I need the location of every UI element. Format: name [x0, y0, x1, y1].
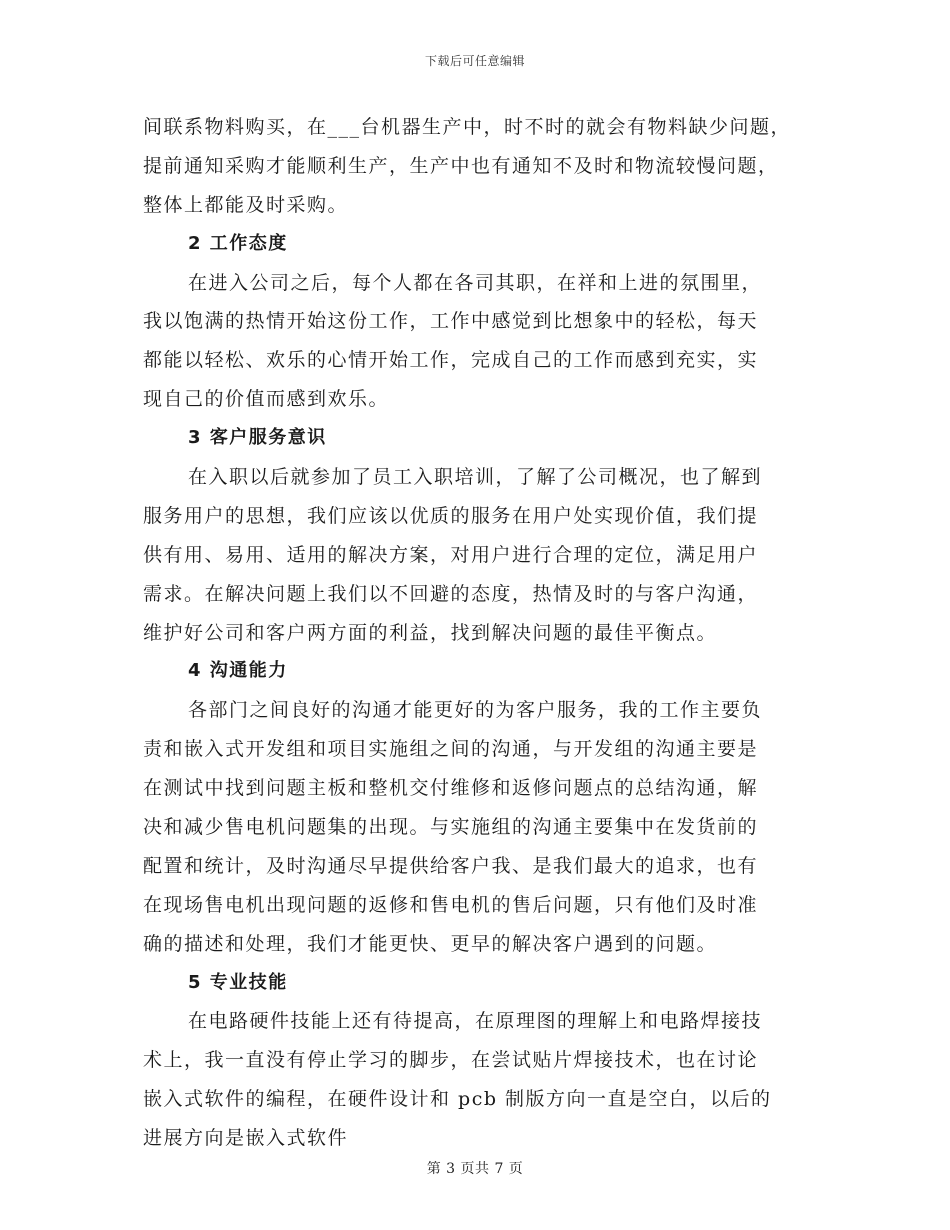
section-heading-professional-skills: 5 专业技能 [188, 971, 288, 993]
paragraph-line: 术上，我一直没有停止学习的脚步，在尝试贴片焊接技术，也在讨论 [143, 1049, 759, 1072]
paragraph-line: 都能以轻松、欢乐的心情开始工作，完成自己的工作而感到充实，实 [143, 349, 759, 372]
page-header: 下载后可任意编辑 [424, 54, 525, 68]
page-footer: 第 3 页共 7 页 [426, 1161, 524, 1177]
paragraph-line: 决和减少售电机问题集的出现。与实施组的沟通主要集中在发货前的 [143, 816, 759, 839]
paragraph-line: 提前通知采购才能顺利生产，生产中也有通知不及时和物流较慢问题， [143, 154, 779, 177]
paragraph-line: 在电路硬件技能上还有待提高，在原理图的理解上和电路焊接技 [188, 1010, 763, 1033]
paragraph-line: 在入职以后就参加了员工入职培训，了解了公司概况，也了解到 [188, 466, 763, 489]
section-heading-work-attitude: 2 工作态度 [188, 232, 288, 254]
paragraph-line: 进展方向是嵌入式软件 [143, 1127, 349, 1150]
paragraph-line: 在现场售电机出现问题的返修和售电机的售后问题，只有他们及时准 [143, 893, 759, 916]
paragraph-line: 整体上都能及时采购。 [143, 193, 349, 216]
paragraph-line: 责和嵌入式开发组和项目实施组之间的沟通，与开发组的沟通主要是 [143, 738, 759, 761]
paragraph-line: 嵌入式软件的编程，在硬件设计和 pcb 制版方向一直是空白，以后的 [143, 1088, 772, 1111]
paragraph-line: 维护好公司和客户两方面的利益，找到解决问题的最佳平衡点。 [143, 621, 718, 644]
section-heading-customer-service: 3 客户服务意识 [188, 427, 327, 449]
paragraph-line: 服务用户的思想，我们应该以优质的服务在用户处实现价值，我们提 [143, 504, 759, 527]
paragraph-line: 配置和统计，及时沟通尽早提供给客户我、是我们最大的追求，也有 [143, 854, 759, 877]
paragraph-line: 在测试中找到问题主板和整机交付维修和返修问题点的总结沟通，解 [143, 777, 759, 800]
paragraph-line: 需求。在解决问题上我们以不回避的态度，热情及时的与客户沟通， [143, 582, 759, 605]
document-body [143, 108, 813, 1158]
paragraph-line: 现自己的价值而感到欢乐。 [143, 388, 390, 411]
paragraph-line: 我以饱满的热情开始这份工作，工作中感觉到比想象中的轻松，每天 [143, 310, 759, 333]
paragraph-line: 确的描述和处理，我们才能更快、更早的解决客户遇到的问题。 [143, 932, 718, 955]
paragraph-line: 间联系物料购买，在___台机器生产中，时不时的就会有物料缺少问题， [143, 116, 792, 138]
paragraph-line: 在进入公司之后，每个人都在各司其职，在祥和上进的氛围里， [188, 271, 763, 294]
paragraph-line: 各部门之间良好的沟通才能更好的为客户服务，我的工作主要负 [188, 699, 763, 722]
section-heading-communication: 4 沟通能力 [188, 660, 288, 682]
paragraph-line: 供有用、易用、适用的解决方案，对用户进行合理的定位，满足用户 [143, 543, 759, 566]
